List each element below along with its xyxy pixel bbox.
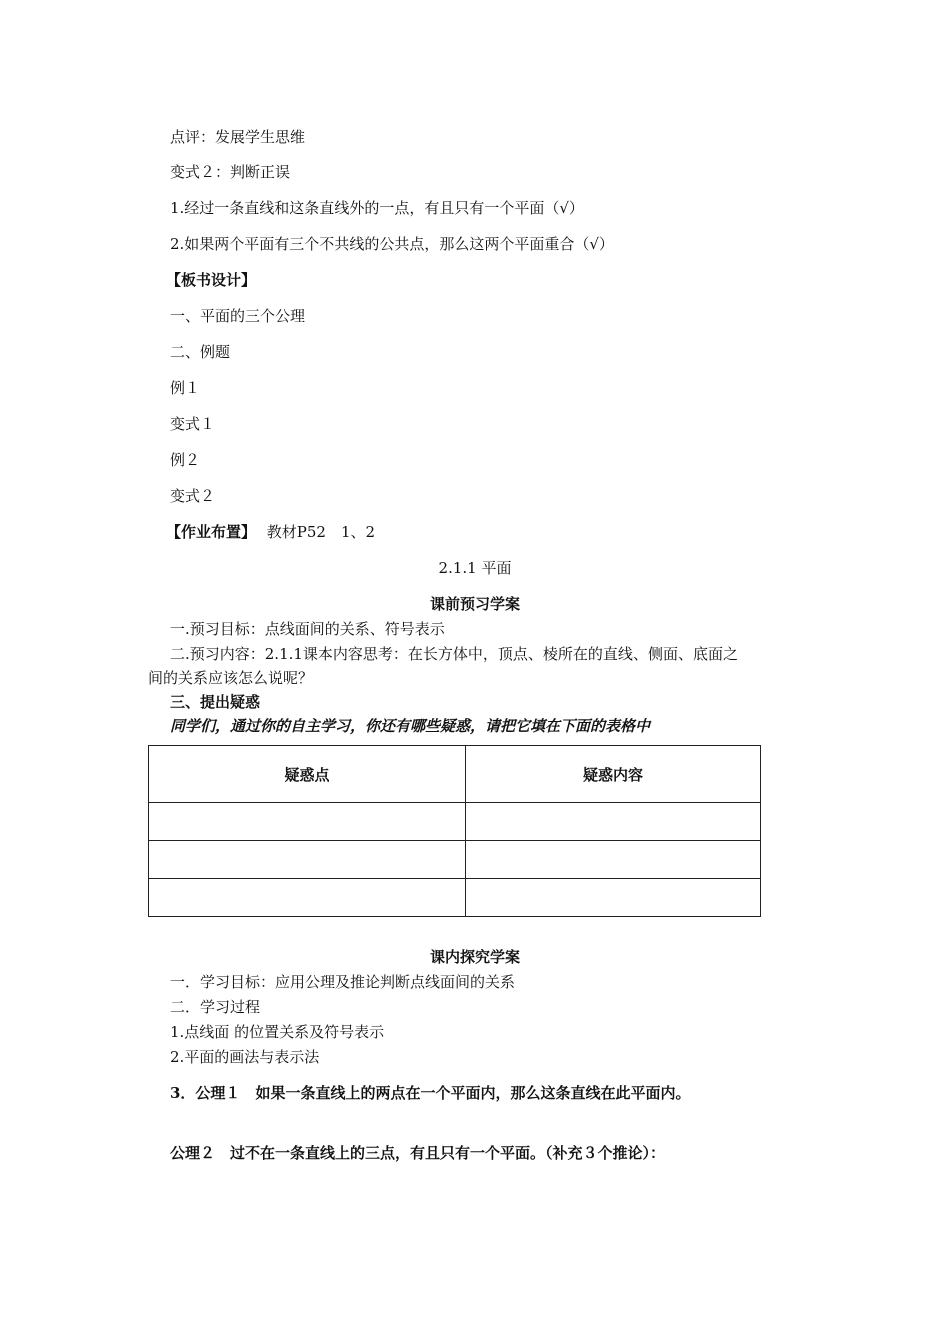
homework-text: 教材P52 1、2 [266,523,376,541]
table-cell[interactable] [149,841,466,879]
inquiry-process: 二．学习过程 [170,998,261,1016]
homework-heading: 【作业布置】 [166,523,257,541]
table-row [149,879,761,917]
doubts-heading: 三、提出疑惑 [170,693,261,711]
section-title: 2.1.1 平面 [438,559,512,577]
board-item: 例２ [170,451,201,469]
preview-title: 课前预习学案 [429,595,520,613]
preview-content-line-1: 二.预习内容：2.1.1课本内容思考：在长方体中，顶点、棱所在的直线、侧面、底面之 [170,645,738,663]
board-item: 例１ [170,379,201,397]
doubts-table [148,745,761,917]
table-header-cell: 疑惑内容 [466,746,761,803]
homework-line [166,522,375,542]
preview-content-line-2: 间的关系应该怎么说呢？ [148,669,314,687]
table-header-row [149,746,761,803]
inquiry-title: 课内探究学案 [429,948,520,966]
board-item: 二、例题 [170,343,231,361]
preview-goal: 一.预习目标：点线面间的关系、符号表示 [170,620,445,638]
doubts-prompt: 同学们，通过你的自主学习，你还有哪些疑惑，请把它填在下面的表格中 [170,717,651,735]
axiom-2: 公理２ 过不在一条直线上的三点，有且只有一个平面。（补充３个推论）： [170,1144,666,1162]
table-row [149,803,761,841]
table-row [149,841,761,879]
variant2-item-2: 2.如果两个平面有三个不共线的公共点，那么这两个平面重合（√） [170,235,614,253]
variant2-item-1: 1.经过一条直线和这条直线外的一点，有且只有一个平面（√） [170,199,584,217]
table-cell[interactable] [466,879,761,917]
board-item: 变式２ [170,487,216,505]
axiom-1: 3．公理１ 如果一条直线上的两点在一个平面内，那么这条直线在此平面内。 [170,1084,691,1102]
table-cell[interactable] [466,841,761,879]
table-header-cell: 疑惑点 [149,746,466,803]
board-item: 变式１ [170,415,216,433]
comment-line: 点评：发展学生思维 [170,128,306,146]
inquiry-goal: 一．学习目标：应用公理及推论判断点线面间的关系 [170,973,516,991]
table-cell[interactable] [466,803,761,841]
inquiry-item-2: 2.平面的画法与表示法 [170,1048,320,1066]
table-cell[interactable] [149,879,466,917]
board-design-heading: 【板书设计】 [166,271,257,289]
inquiry-item-1: 1.点线面 的位置关系及符号表示 [170,1023,385,1041]
table-cell[interactable] [149,803,466,841]
variant2-title: 变式２：判断正误 [170,163,291,181]
board-item: 一、平面的三个公理 [170,307,306,325]
